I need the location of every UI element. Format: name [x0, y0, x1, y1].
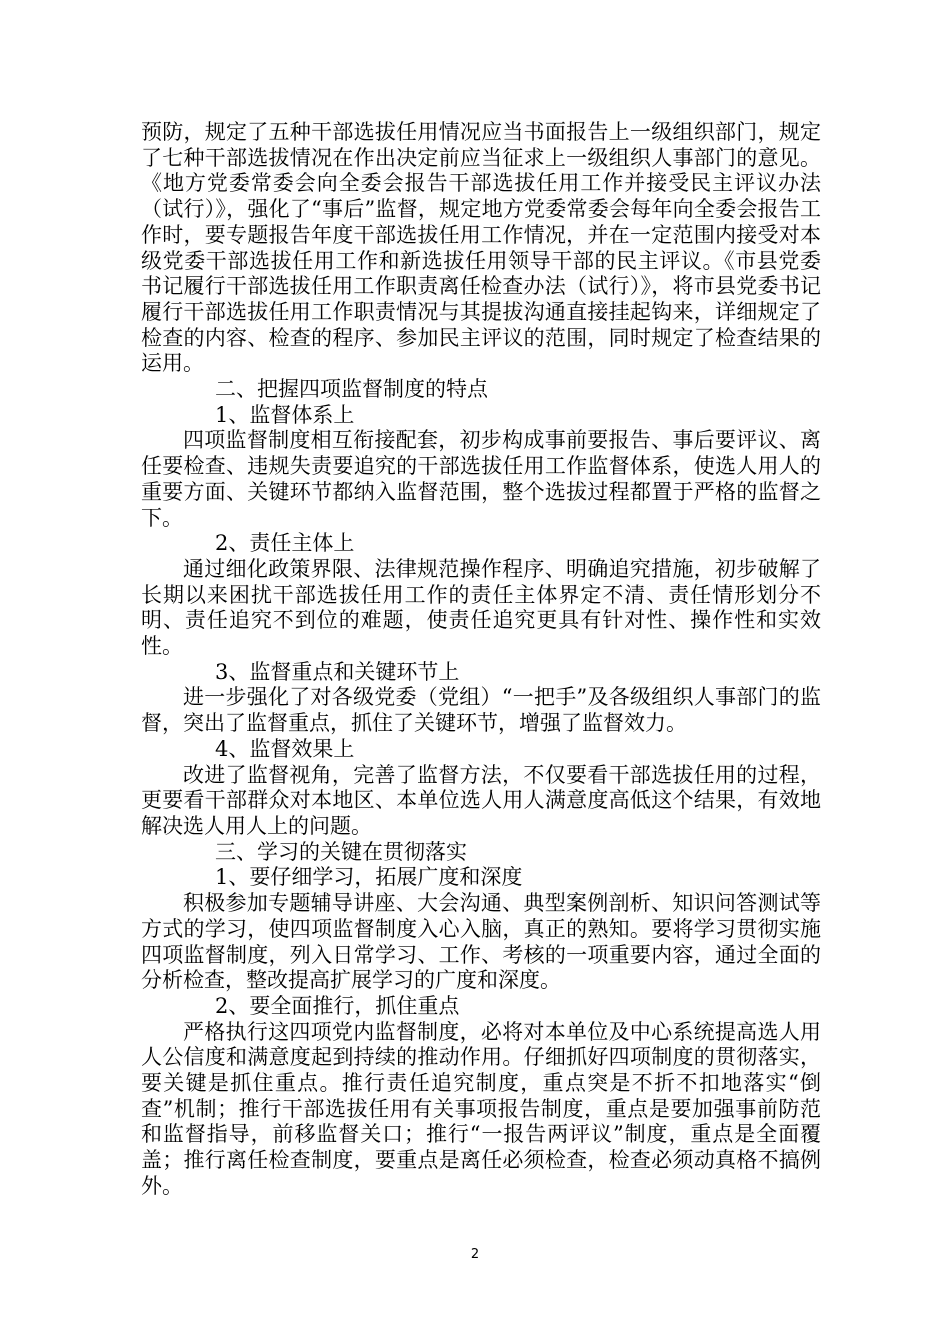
- section-heading: 三、学习的关键在贯彻落实: [215, 839, 467, 864]
- sub-heading: 4、监督效果上: [215, 736, 355, 761]
- paragraph: 四项监督制度相互衔接配套，初步构成事前要报告、事后要评议、离任要检查、违规失责要追究的干部选拔任用工作监督体系，使选人用人的重要方面、关键环节都纳入监督范围，整个选拔过程都置于严格的监督之下。: [141, 428, 821, 530]
- paragraph: 积极参加专题辅导讲座、大会沟通、典型案例剖析、知识问答测试等方式的学习，使四项监督制度入心入脑，真正的熟知。要将学习贯彻实施四项监督制度，列入日常学习、工作、考核的一项重要内容，通过全面的分析检查，整改提高扩展学习的广度和深度。: [141, 891, 821, 993]
- sub-heading: 1、监督体系上: [215, 402, 355, 427]
- paragraph: 进一步强化了对各级党委（党组）“一把手”及各级组织人事部门的监督，突出了监督重点，抓住了关键环节，增强了监督效力。: [141, 685, 821, 736]
- paragraph-continuation: 预防，规定了五种干部选拔任用情况应当书面报告上一级组织部门，规定了七种干部选拔情况在作出决定前应当征求上一级组织人事部门的意见。《地方党委常委会向全委会报告干部选拔任用工作并接受民主评议办法（试行）》，强化了“事后”监督，规定地方党委常委会每年向全委会报告工作时，要专题报告年度干部选拔任用工作情况，并在一定范围内接受对本级党委干部选拔任用工作和新选拔任用领导干部的民主评议。《市县党委书记履行干部选拔任用工作职责离任检查办法（试行）》，将市县党委书记履行干部选拔任用工作职责情况与其提拔沟通直接挂起钩来，详细规定了检查的内容、检查的程序、参加民主评议的范围，同时规定了检查结果的运用。: [141, 120, 821, 376]
- page-number: 2: [470, 1247, 480, 1262]
- sub-heading: 2、责任主体上: [215, 531, 355, 556]
- section-heading: 二、把握四项监督制度的特点: [215, 377, 488, 402]
- sub-heading: 1、要仔细学习，拓展广度和深度: [215, 865, 523, 890]
- paragraph: 改进了监督视角，完善了监督方法，不仅要看干部选拔任用的过程，更要看干部群众对本地区、本单位选人用人满意度高低这个结果，有效地解决选人用人上的问题。: [141, 762, 821, 838]
- paragraph: 严格执行这四项党内监督制度，必将对本单位及中心系统提高选人用人公信度和满意度起到持续的推动作用。仔细抓好四项制度的贯彻落实，要关键是抓住重点。推行责任追究制度，重点突是不折不扣地落实“倒查”机制；推行干部选拔任用有关事项报告制度，重点是要加强事前防范和监督指导，前移监督关口；推行“一报告两评议”制度，重点是全面覆盖；推行离任检查制度，要重点是离任必须检查，检查必须动真格不搞例外。: [141, 1019, 821, 1198]
- document-body: [141, 120, 821, 1200]
- sub-heading: 3、监督重点和关键环节上: [215, 659, 460, 684]
- paragraph: 通过细化政策界限、法律规范操作程序、明确追究措施，初步破解了长期以来困扰干部选拔任用工作的责任主体界定不清、责任情形划分不明、责任追究不到位的难题，使责任追究更具有针对性、操作性和实效性。: [141, 556, 821, 659]
- sub-heading: 2、要全面推行，抓住重点: [215, 993, 460, 1018]
